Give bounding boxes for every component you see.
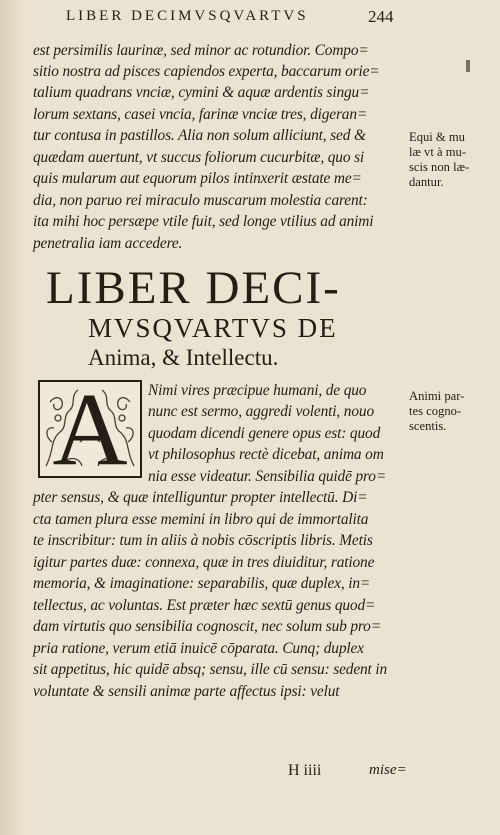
text-line: dam virtutis quo sensibilia cognoscit, nec solum sub pro= [33, 618, 381, 635]
text-line: lorum sextans, casei vncia, farinæ vnciæ tres, digeran= [33, 106, 368, 123]
margin-note-line: Animi par- [409, 389, 465, 403]
text-line: te inscribitur: tum in aliis à nobis cōscriptis libris. Metis [33, 532, 373, 549]
text-line: nia esse videatur. Sensibilia quidē pro= [148, 468, 387, 485]
chapter-title-line2: MVSQVARTVS DE [88, 313, 338, 343]
catchword: mise= [369, 762, 407, 778]
text-line: Nimi vires præcipue humani, de quo [148, 382, 367, 399]
text-line: nunc est sermo, aggredi volenti, nouo [148, 403, 374, 420]
text-line: est persimilis laurinæ, sed minor ac rotundior. Compo= [33, 42, 369, 59]
margin-note-line: Equi & mu [409, 130, 465, 144]
text-line: dia, non paruo rei miraculo muscarum molestia carent: [33, 192, 368, 209]
text-line: quædam auertunt, vt succus foliorum cucurbitæ, quo si [33, 149, 365, 166]
margin-note-line: scentis. [409, 419, 447, 433]
text-line: vt philosophus rectè dicebat, anima om [148, 446, 384, 463]
text-line: penetralia iam accedere. [33, 235, 183, 252]
chapter-subtitle: Anima, & Intellectu. [88, 345, 279, 370]
signature-mark: H iiii [288, 762, 322, 779]
text-line: cta tamen plura esse memini in libro qui de immortalita [33, 511, 369, 528]
text-line: ita mihi hoc persæpe vtile fuit, sed longe vtilius ad animi [33, 213, 374, 230]
text-line: memoria, & imaginatione: separabilis, quæ duplex, in= [33, 575, 371, 592]
margin-note-line: læ vt à mu- [409, 145, 467, 159]
margin-note-line: dantur. [409, 175, 444, 189]
margin-note-line: tes cogno- [409, 404, 462, 418]
page-number: 244 [368, 7, 394, 26]
running-head: LIBER DECIMVSQVARTVS [66, 8, 309, 24]
ink-speck [466, 60, 470, 72]
decorated-initial [38, 372, 142, 487]
text-line: sitio nostra ad pisces capiendos experta, baccarum orie= [33, 63, 380, 80]
text-line: igitur partes duæ: connexa, quæ in tres diuiditur, ratione [33, 554, 375, 571]
gutter-shadow [0, 0, 24, 835]
text-line: sit appetitus, hic quidē absq; sensu, ille cū sensu: sedent in [33, 661, 388, 678]
text-line: pria ratione, verum etiā inuicē cōparata. Cunq; duplex [33, 640, 364, 657]
text-line: quodam dicendi genere opus est: quod [148, 425, 381, 442]
chapter-title-line1: LIBER DECI- [46, 262, 341, 314]
margin-note-line: scis non læ- [409, 160, 470, 174]
text-line: talium quadrans vnciæ, cymini & aquæ ardentis singu= [33, 84, 370, 101]
margin-note-horses [409, 130, 491, 190]
text-line: voluntate & sensili animæ parte affectus ipsi: velut [33, 683, 340, 700]
text-line: quis mularum aut equorum pilos intinxerit æstate me= [33, 170, 362, 187]
initial-letter: A [52, 372, 128, 487]
text-line: pter sensus, & quæ intelliguntur propter intellectū. Di= [33, 489, 368, 506]
margin-note-soul-parts [409, 389, 491, 434]
text-line: tur contusa in pastillos. Alia non solum alliciunt, sed & [33, 127, 366, 144]
text-line: tellectus, ac voluntas. Est præter hæc sextū genus quod= [33, 597, 376, 614]
